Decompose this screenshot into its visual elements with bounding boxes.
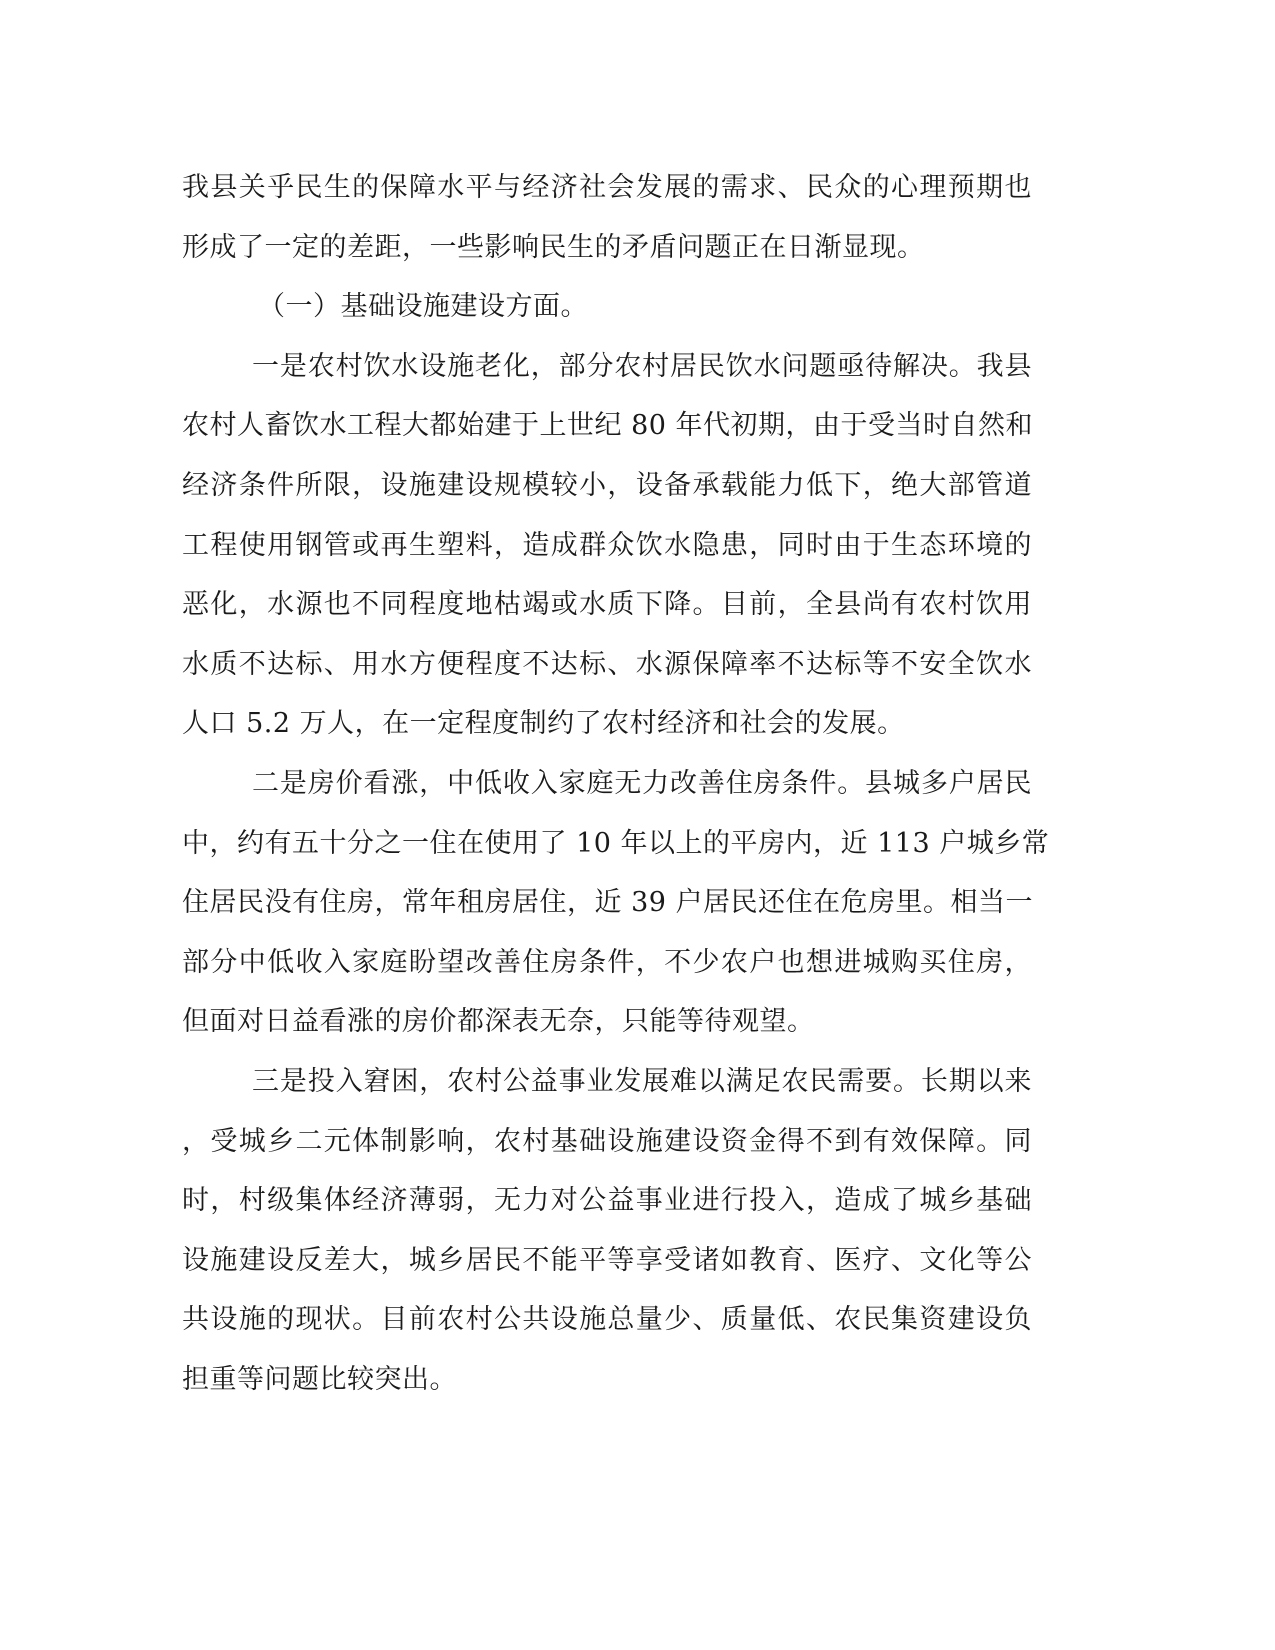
text-line: 工程使用钢管或再生塑料，造成群众饮水隐患，同时由于生态环境的 [182, 529, 1032, 561]
text-line: 但面对日益看涨的房价都深表无奈，只能等待观望。 [182, 1006, 815, 1038]
text-line: 人口 5.2 万人，在一定程度制约了农村经济和社会的发展。 [182, 708, 905, 740]
text-line: 中，约有五十分之一住在使用了 10 年以上的平房内，近 113 户城乡常 [182, 827, 1050, 859]
text-line: 设施建设反差大，城乡居民不能平等享受诸如教育、医疗、文化等公 [182, 1244, 1032, 1276]
text-line: 我县关乎民生的保障水平与经济社会发展的需求、民众的心理预期也 [182, 172, 1032, 203]
text-line: 二是房价看涨，中低收入家庭无力改善住房条件。县城多户居民 [252, 767, 1032, 799]
text-line: 共设施的现状。目前农村公共设施总量少、质量低、农民集资建设负 [182, 1304, 1032, 1336]
text-line: 部分中低收入家庭盼望改善住房条件，不少农户也想进城购买住房， [182, 946, 1032, 978]
paragraph-point-three [182, 1052, 1032, 1410]
text-line: 担重等问题比较突出。 [182, 1363, 457, 1395]
paragraph-point-one [182, 337, 1032, 754]
text-line: 住居民没有住房，常年租房居住，近 39 户居民还住在危房里。相当一 [182, 887, 1034, 919]
text-line: 形成了一定的差距，一些影响民生的矛盾问题正在日渐显现。 [182, 231, 925, 263]
text-line: 时，村级集体经济薄弱，无力对公益事业进行投入，造成了城乡基础 [182, 1185, 1032, 1217]
text-line: 三是投入窘困，农村公益事业发展难以满足农民需要。长期以来 [252, 1065, 1032, 1097]
text-line: 水质不达标、用水方便程度不达标、水源保障率不达标等不安全饮水 [182, 648, 1032, 680]
document-body [182, 158, 1050, 1409]
text-line: 经济条件所限，设施建设规模较小，设备承载能力低下，绝大部管道 [182, 469, 1032, 501]
paragraph-point-two [182, 754, 1050, 1052]
section-heading [182, 277, 1032, 337]
text-line: 农村人畜饮水工程大都始建于上世纪 80 年代初期，由于受当时自然和 [182, 410, 1034, 442]
paragraph-intro [182, 158, 1032, 277]
text-line: 一是农村饮水设施老化，部分农村居民饮水问题亟待解决。我县 [252, 350, 1032, 382]
text-line: 恶化，水源也不同程度地枯竭或水质下降。目前，全县尚有农村饮用 [182, 589, 1032, 621]
text-line: ，受城乡二元体制影响，农村基础设施建设资金得不到有效保障。同 [182, 1125, 1032, 1157]
section-heading-text: （一）基础设施建设方面。 [258, 291, 588, 323]
